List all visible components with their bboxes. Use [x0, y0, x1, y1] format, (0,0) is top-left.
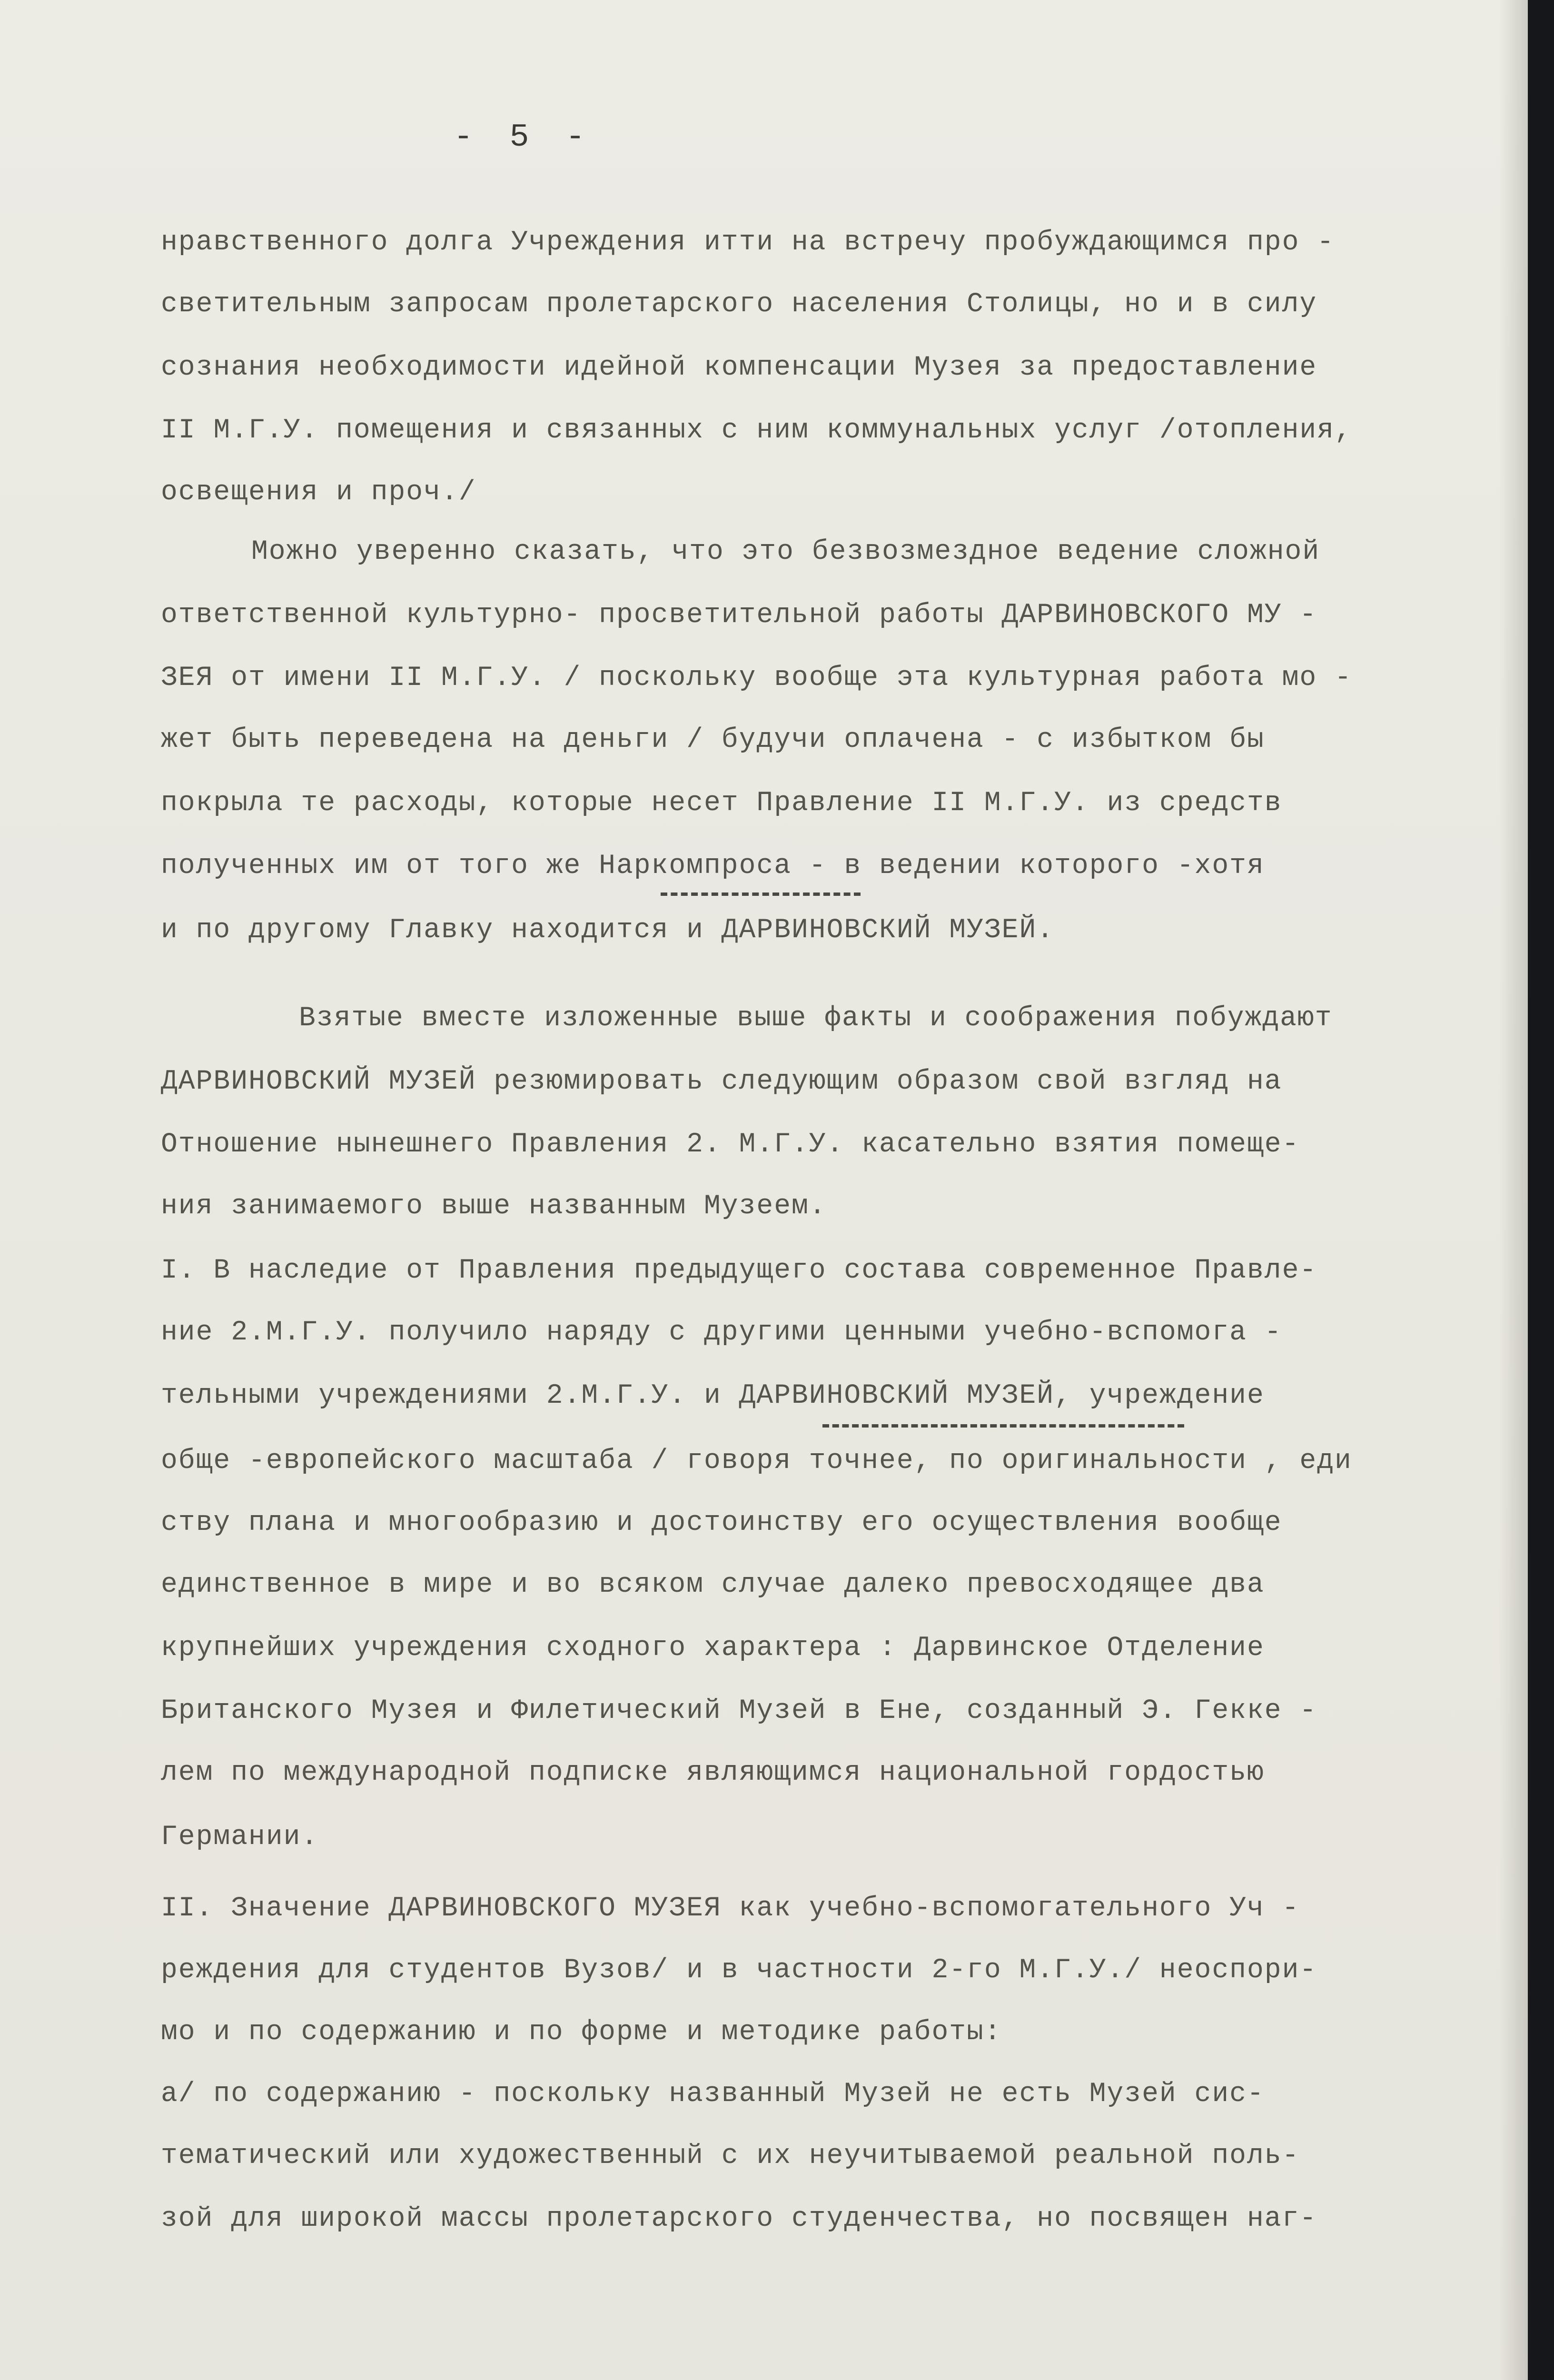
- text-line: а/ по содержанию - поскольку названный Музей не есть Музей сис-: [161, 2079, 1265, 2110]
- text-line: обще -европейского масштаба / говоря точнее, по оригинальности , еди: [161, 1446, 1352, 1477]
- text-line: крупнейших учреждения сходного характера : Дарвинское Отделение: [161, 1633, 1265, 1664]
- text-line: Британского Музея и Филетический Музей в Ене, созданный Э. Гекке -: [161, 1696, 1317, 1726]
- text-line: жет быть переведена на деньги / будучи оплачена - с избытком бы: [161, 724, 1265, 755]
- text-line: полученных им от того же Наркомпроса - в ведении которого -хотя: [161, 851, 1265, 882]
- text-line: нравственного долга Учреждения итти на встречу пробуждающимся про -: [161, 227, 1335, 258]
- text-line: зой для широкой массы пролетарского студенчества, но посвящен наг-: [161, 2203, 1317, 2234]
- text-line: ние 2.М.Г.У. получило наряду с другими ценными учебно-вспомога -: [161, 1317, 1282, 1348]
- text-line: и по другому Главку находится и ДАРВИНОВСКИЙ МУЗЕЙ.: [161, 915, 1055, 946]
- text-line: единственное в мире и во всяком случае далеко превосходящее два: [161, 1569, 1265, 1600]
- text-line: лем по международной подписке являющимся национальной гордостью: [161, 1757, 1265, 1788]
- text-line: Отношение нынешнего Правления 2. М.Г.У. касательно взятия помеще-: [161, 1129, 1300, 1160]
- text-line: Взятые вместе изложенные выше факты и соображения побуждают: [299, 1003, 1333, 1034]
- text-line: ДАРВИНОВСКИЙ МУЗЕЙ резюмировать следующим образом свой взгляд на: [161, 1066, 1282, 1097]
- text-line: ния занимаемого выше названным Музеем.: [161, 1191, 827, 1222]
- text-line: освещения и проч./: [161, 477, 476, 508]
- text-line: тематический или художественный с их неучитываемой реальной поль-: [161, 2141, 1300, 2172]
- text-line: покрыла те расходы, которые несет Правление II М.Г.У. из средств: [161, 788, 1282, 819]
- text-line: ЗЕЯ от имени II М.Г.У. / поскольку вообще эта культурная работа мо -: [161, 663, 1352, 694]
- page-edge-shadow: [1499, 0, 1528, 2380]
- text-line: ству плана и многообразию и достоинству его осуществления вообще: [161, 1507, 1282, 1538]
- underline-darwin-museum: [822, 1424, 1184, 1428]
- text-line: II. Значение ДАРВИНОВСКОГО МУЗЕЯ как учебно-вспомогательного Уч -: [161, 1893, 1300, 1924]
- text-line: сознания необходимости идейной компенсации Музея за предоставление: [161, 352, 1317, 383]
- text-line: ответственной культурно- просветительной работы ДАРВИНОВСКОГО МУ -: [161, 600, 1317, 631]
- text-line: Германии.: [161, 1822, 319, 1853]
- underline-narkompros: [661, 892, 861, 896]
- text-line: II М.Г.У. помещения и связанных с ним коммунальных услуг /отопления,: [161, 415, 1352, 446]
- text-line: тельными учреждениями 2.М.Г.У. и ДАРВИНОВСКИЙ МУЗЕЙ, учреждение: [161, 1380, 1265, 1411]
- text-line: мо и по содержанию и по форме и методике работы:: [161, 2017, 1002, 2048]
- page-number: - 5 -: [453, 119, 594, 156]
- text-line: реждения для студентов Вузов/ и в частности 2-го М.Г.У./ неоспори-: [161, 1955, 1317, 1986]
- text-line: Можно уверенно сказать, что это безвозмездное ведение сложной: [251, 536, 1320, 567]
- scan-edge-strip: [1528, 0, 1554, 2380]
- text-line: светительным запросам пролетарского населения Столицы, но и в силу: [161, 289, 1317, 320]
- text-line: I. В наследие от Правления предыдущего состава современное Правле-: [161, 1255, 1317, 1286]
